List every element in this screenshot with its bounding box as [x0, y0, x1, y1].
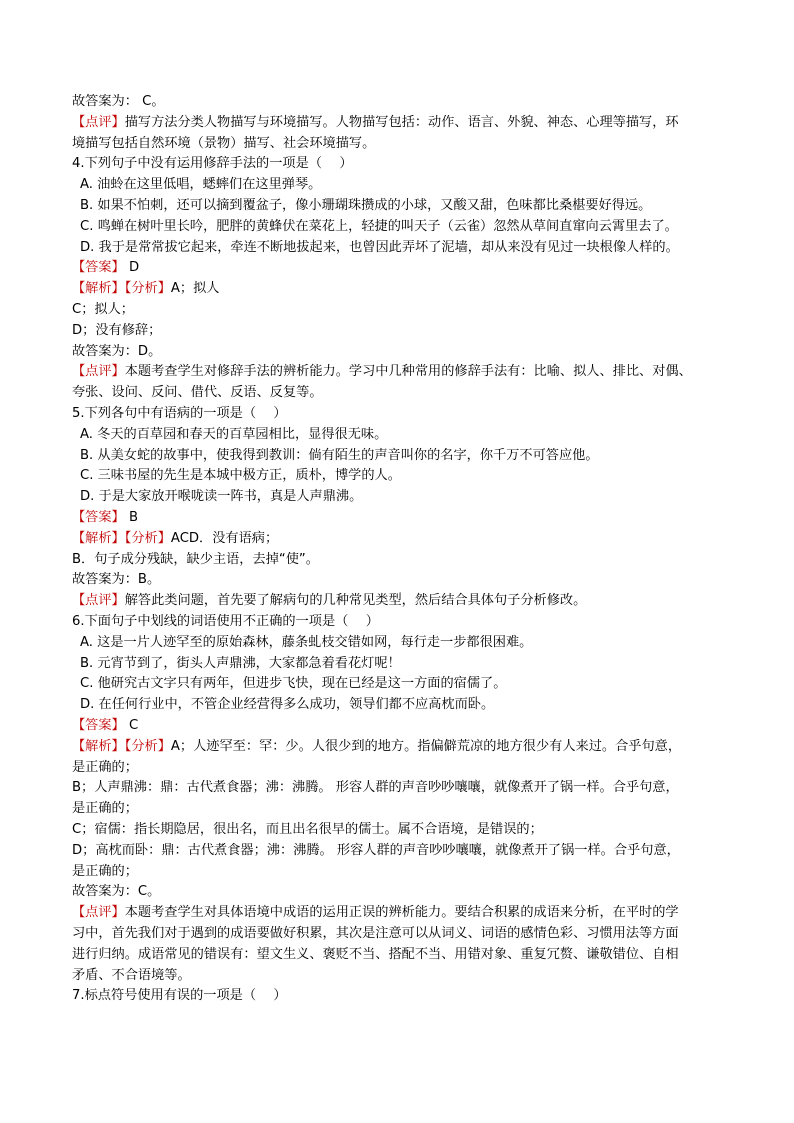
text-line — [80, 654, 401, 674]
line-text: 是正确的； — [72, 801, 138, 817]
text-line — [80, 674, 506, 694]
line-text: A；拟人 — [170, 281, 220, 297]
line-text: 解答此类问题，首先要了解病句的几种常见类型，然后结合具体句子分析修改。 — [124, 593, 587, 609]
text-line — [72, 903, 679, 923]
line-text: A. 这是一片人迹罕至的原始森林，藤条虬枝交错如网，每行走一步都很困难。 — [80, 634, 533, 650]
text-line — [80, 238, 679, 258]
line-text: 夸张、设问、反问、借代、反语、反复等。 — [72, 385, 323, 401]
text-line — [72, 92, 165, 112]
text-line — [80, 487, 362, 507]
text-line — [72, 591, 586, 611]
line-text: 7.标点符号使用有误的一项是（ ） — [72, 988, 287, 1004]
section-label: 【点评】 — [72, 905, 125, 921]
text-line — [72, 362, 692, 382]
line-text: C；宿儒：指长期隐居，很出名，而且出名很早的儒士。属不合语境，是错误的； — [72, 822, 543, 837]
line-text: 故答案为： C。 — [72, 94, 165, 109]
text-line — [72, 550, 319, 570]
line-text: B. 如果不怕刺，还可以摘到覆盆子，像小珊瑚珠攒成的小球，又酸又甜，色味都比桑椹要好得远。 — [80, 198, 652, 213]
line-text: 是正确的； — [72, 759, 138, 775]
line-text: 5.下列各句中有语病的一项是（ ） — [72, 406, 287, 421]
text-line — [72, 279, 220, 299]
line-text: 故答案为：D。 — [72, 343, 162, 359]
line-text: 本题考查学生对修辞手法的辨析能力。学习中几种常用的修辞手法有：比喻、拟人、排比、对偶、 — [124, 364, 692, 380]
line-text: 习中，首先我们对于遇到的成语要做好积累，其次是注意可以从词义、词语的感情色彩、习惯用法等方面 — [72, 926, 679, 941]
section-label: 【解析】【分析】 — [72, 281, 171, 297]
line-text: 境描写包括自然环境（景物）描写、社会环境描写。 — [72, 135, 376, 151]
line-text: B．句子成分残缺，缺少主语，去掉“使”。 — [72, 551, 319, 567]
line-text: 描写方法分类人物描写与环境描写。人物描写包括：动作、语言、外貌、神态、心理等描写，环 — [124, 114, 679, 130]
line-text: ACD．没有语病； — [170, 530, 279, 546]
text-line — [72, 134, 375, 154]
text-line — [80, 175, 321, 195]
line-text: B. 从美女蛇的故事中，使我得到教训：倘有陌生的声音叫你的名字，你千万不可答应他。 — [80, 447, 599, 463]
text-line — [72, 841, 680, 861]
line-text: B. 元宵节到了，街头人声鼎沸，大家都急着看花灯呢！ — [80, 655, 401, 671]
section-label: 【解析】【分析】 — [72, 530, 171, 546]
text-line — [72, 716, 138, 736]
line-text: 6.下面句子中划线的词语使用不正确的一项是（ ） — [72, 614, 379, 629]
section-label: 【答案】 — [72, 510, 125, 525]
line-text: A；人迹罕至：罕：少。人很少到的地方。指偏僻荒凉的地方很少有人来过。合乎句意， — [170, 738, 682, 754]
text-line — [72, 300, 134, 320]
line-text: 故答案为：B。 — [72, 572, 161, 588]
text-line — [72, 113, 679, 133]
text-line — [72, 383, 323, 403]
text-line — [72, 924, 679, 944]
text-line — [72, 570, 160, 590]
text-line — [72, 966, 191, 986]
text-line — [80, 217, 678, 237]
text-line — [72, 986, 287, 1006]
text-line — [72, 529, 278, 549]
text-line — [72, 508, 138, 528]
line-text: C — [124, 718, 139, 733]
text-line — [72, 778, 679, 798]
line-text: 本题考查学生对具体语境中成语的运用正误的辨析能力。要结合积累的成语来分析，在平时的学 — [124, 905, 679, 921]
line-text: A. 油蛉在这里低唱，蟋蟀们在这里弹琴。 — [80, 177, 322, 193]
text-line — [72, 820, 543, 840]
section-label: 【答案】 — [72, 718, 125, 733]
line-text: D. 在任何行业中，不管企业经营得多么成功，领导们都不应高枕而卧。 — [80, 697, 495, 713]
text-line — [72, 862, 138, 882]
text-line — [72, 342, 161, 362]
text-line — [80, 633, 532, 653]
text-line — [80, 695, 494, 715]
text-line — [72, 882, 160, 902]
line-text: 进行归纳。成语常见的错误有：望文生义、褒贬不当、搭配不当、用错对象、重复冗赘、谦敬错位、自相 — [72, 946, 679, 962]
line-text: C. 鸣蝉在树叶里长吟，肥胖的黄蜂伏在菜花上，轻捷的叫天子（云雀）忽然从草间直窜向云霄里去了。 — [80, 218, 678, 234]
line-text: C. 他研究古文字只有两年，但进步飞快，现在已经是这一方面的宿儒了。 — [80, 676, 507, 692]
text-line — [72, 799, 138, 819]
line-text: 4.下列句子中没有运用修辞手法的一项是（ ） — [72, 156, 353, 172]
line-text: A. 冬天的百草园和春天的百草园相比，显得很无味。 — [80, 426, 388, 442]
line-text: D. 我于是常常拔它起来，牵连不断地拔起来，也曾因此弄坏了泥墙，却从来没有见过一块根像人样的。 — [80, 239, 679, 255]
text-line — [80, 425, 387, 445]
line-text: D. 于是大家放开喉咙读一阵书，真是人声鼎沸。 — [80, 489, 363, 505]
text-line — [80, 446, 599, 466]
line-text: D；没有修辞； — [72, 322, 162, 338]
section-label: 【点评】 — [72, 114, 125, 130]
text-line — [72, 612, 379, 632]
section-label: 【点评】 — [72, 364, 125, 380]
line-text: D；高枕而卧：鼎：古代煮食器；沸：沸腾。 形容人群的声音吵吵嚷嚷，就像煮开了锅一样。合乎句意， — [72, 842, 680, 858]
section-label: 【点评】 — [72, 593, 125, 609]
line-text: 矛盾、不合语境等。 — [72, 967, 191, 983]
text-line — [72, 258, 139, 278]
section-label: 【答案】 — [72, 260, 125, 276]
line-text: B — [124, 510, 138, 525]
text-line — [80, 466, 401, 486]
line-text: 故答案为：C。 — [72, 884, 161, 900]
section-label: 【解析】【分析】 — [72, 738, 171, 754]
line-text: B；人声鼎沸：鼎：古代煮食器；沸：沸腾。 形容人群的声音吵吵嚷嚷，就像煮开了锅一样。合乎句意， — [72, 780, 679, 796]
text-line — [72, 154, 353, 174]
line-text: D — [124, 260, 140, 276]
line-text: C；拟人； — [72, 302, 134, 317]
line-text: 是正确的； — [72, 863, 138, 879]
text-line — [72, 737, 681, 757]
text-line — [72, 758, 138, 778]
text-line — [80, 196, 651, 216]
text-line — [72, 321, 161, 341]
line-text: C. 三味书屋的先生是本城中极方正，质朴，博学的人。 — [80, 468, 401, 484]
text-line — [72, 945, 679, 965]
text-line — [72, 404, 287, 424]
